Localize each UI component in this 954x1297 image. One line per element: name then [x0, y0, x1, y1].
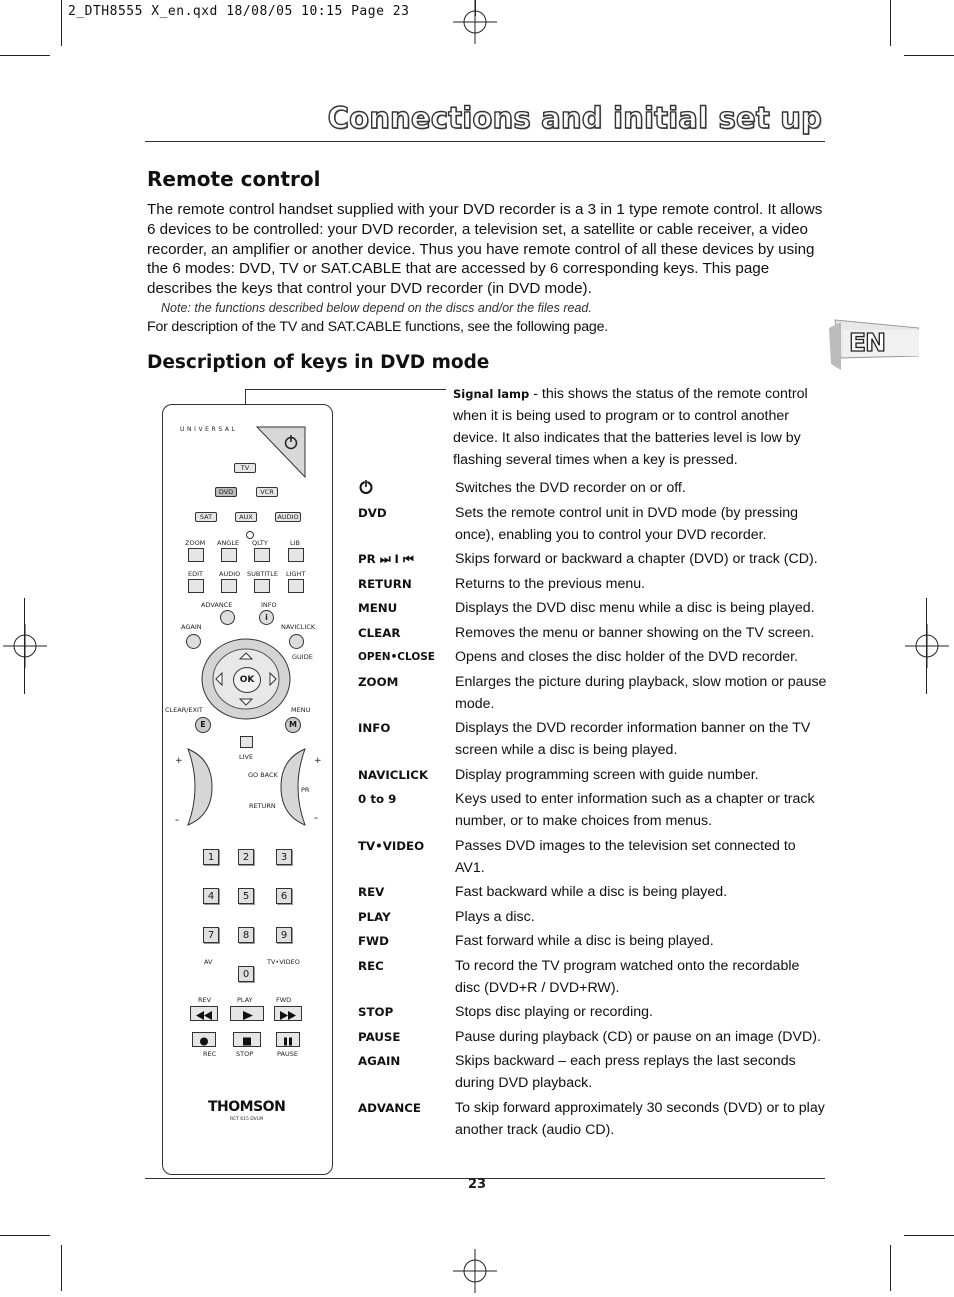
ok-button[interactable]: OK	[233, 667, 261, 693]
zoom-button[interactable]	[188, 548, 204, 562]
key-description: Enlarges the picture during playback, slow motion or pause mode.	[455, 673, 827, 712]
advance-label: ADVANCE	[201, 601, 233, 609]
naviclick-label: NAVICLICK	[281, 623, 316, 631]
edit-button[interactable]	[188, 579, 204, 593]
lib-button[interactable]	[288, 548, 304, 562]
digit-3-button[interactable]: 3	[276, 849, 292, 865]
key-name: PLAY	[358, 909, 391, 924]
key-name: TV•VIDEO	[358, 838, 425, 853]
dvd-button[interactable]: DVD	[215, 487, 237, 497]
menu-button[interactable]: M	[285, 717, 301, 733]
audio-button[interactable]	[221, 579, 237, 593]
signal-lamp-description	[453, 383, 825, 471]
keys-list	[358, 477, 828, 1143]
registration-mark-icon	[905, 624, 949, 668]
intro-paragraph: The remote control handset supplied with your DVD recorder is a 3 in 1 type remote control. It allows 6 devices to be controlled: your DVD recorder, a television set, a satellite or cable receiver, a video recorder, an amplifier or another device. Thus you have remote control of all these devices by using the 6 modes: DVD, TV or SAT.CABLE that are accessed by 6 corresponding keys. This page describes the keys that control your DVD recorder (in DVD mode).	[147, 201, 823, 298]
key-row	[358, 671, 828, 715]
key-name: DVD	[358, 505, 387, 520]
key-description: Fast forward while a disc is being played.	[455, 933, 714, 949]
note-text: Note: the functions described below depend on the discs and/or the files read.	[161, 301, 592, 315]
key-name: OPEN•CLOSE	[358, 651, 435, 663]
key-name: 0 to 9	[358, 792, 397, 806]
zoom-label: ZOOM	[185, 539, 206, 547]
pr-label: PR	[301, 786, 310, 794]
again-button[interactable]	[186, 634, 201, 649]
registration-mark-icon	[3, 624, 47, 668]
language-badge-label: EN	[849, 328, 886, 357]
registration-mark-icon	[453, 1249, 497, 1293]
pr-minus-label: -	[314, 811, 318, 824]
light-button[interactable]	[288, 579, 304, 593]
digit-4-button[interactable]: 4	[203, 888, 219, 904]
digit-0-button[interactable]: 0	[238, 966, 254, 982]
key-name: MENU	[358, 601, 398, 615]
key-name: ADVANCE	[358, 1100, 421, 1115]
key-name: REV	[358, 885, 385, 899]
pr-plus-label: +	[314, 756, 322, 766]
key-row	[358, 1097, 828, 1141]
rev-button[interactable]	[190, 1006, 218, 1021]
volume-minus-label: -	[175, 813, 179, 826]
live-button[interactable]	[240, 736, 253, 748]
guide-label: GUIDE	[292, 653, 313, 661]
key-row	[358, 835, 828, 879]
language-badge	[829, 318, 919, 372]
info-button[interactable]: i	[259, 610, 274, 625]
lib-label: LIB	[290, 539, 300, 547]
model-label: RCT 615 DVLM	[230, 1117, 264, 1122]
key-description: Stops disc playing or recording.	[455, 1004, 653, 1020]
clear-button[interactable]: E	[195, 717, 211, 733]
key-name: STOP	[358, 1005, 394, 1019]
key-description: Switches the DVD recorder on or off.	[455, 480, 686, 496]
key-row	[358, 906, 828, 928]
fwd-label: FWD	[276, 996, 292, 1004]
key-name: CLEAR	[358, 625, 401, 640]
again-label: AGAIN	[181, 623, 202, 631]
universal-label: UNIVERSAL	[180, 426, 238, 433]
signal-lamp-label: Signal lamp	[453, 387, 530, 401]
stop-label: STOP	[236, 1050, 254, 1058]
live-label: LIVE	[239, 753, 254, 761]
tv-video-label: TV•VIDEO	[267, 958, 300, 966]
qlty-button[interactable]	[254, 548, 270, 562]
angle-label: ANGLE	[217, 539, 240, 547]
edit-label: EDIT	[188, 570, 203, 578]
av-label: AV	[204, 958, 213, 966]
angle-button[interactable]	[221, 548, 237, 562]
audio-mode-button[interactable]: AUDIO	[275, 512, 301, 522]
rev-label: REV	[198, 996, 212, 1004]
remote-control-illustration	[162, 404, 333, 1175]
audio-label: AUDIO	[219, 570, 241, 578]
key-row	[358, 881, 828, 903]
title-rule	[145, 141, 825, 142]
tv-button[interactable]: TV	[234, 463, 256, 473]
key-description: Sets the remote control unit in DVD mode (by pressing once), enabling you to control your DVD recorder.	[455, 504, 799, 543]
key-name: INFO	[358, 721, 391, 735]
sat-button[interactable]: SAT	[195, 512, 217, 522]
key-description: To skip forward approximately 30 seconds (DVD) or to play another track (audio CD).	[455, 1099, 825, 1138]
pointer-line	[245, 389, 446, 390]
key-description: Fast backward while a disc is being played.	[455, 884, 728, 900]
key-row	[358, 622, 828, 644]
key-row	[358, 1050, 828, 1094]
key-row-power	[358, 477, 828, 499]
file-slug: 2_DTH8555 X_en.qxd 18/08/05 10:15 Page 23	[68, 4, 410, 19]
return-label: RETURN	[249, 802, 276, 810]
signal-lamp	[246, 531, 254, 539]
volume-plus-label: +	[175, 756, 183, 766]
page-title: Connections and initial set up	[327, 101, 822, 135]
key-row	[358, 646, 828, 668]
key-row	[358, 930, 828, 952]
advance-button[interactable]	[218, 608, 237, 627]
key-description: Removes the menu or banner showing on the TV screen.	[455, 624, 815, 641]
signal-lamp-text: - this shows the status of the remote control when it is being used to program or to control another device. It also indicates that the batteries level is low by flashing several times when a key is pressed.	[453, 386, 808, 468]
digit-2-button[interactable]: 2	[238, 849, 254, 865]
rec-button[interactable]	[192, 1032, 216, 1047]
key-description: Keys used to enter information such as a chapter or track number, or to make choices from menus.	[455, 791, 815, 829]
qlty-label: QLTY	[252, 539, 268, 547]
digit-5-button[interactable]: 5	[238, 888, 254, 904]
key-description: To record the TV program watched onto the recordable disc (DVD+R / DVD+RW).	[455, 957, 800, 996]
rec-label: REC	[203, 1050, 217, 1058]
key-description: Displays the DVD disc menu while a disc is being played.	[455, 600, 815, 616]
clear-exit-label: CLEAR/EXIT	[165, 706, 203, 714]
key-name: PAUSE	[358, 1029, 401, 1044]
key-description: Pause during playback (CD) or pause on an image (DVD).	[455, 1028, 821, 1045]
go-back-label: GO BACK	[248, 771, 278, 779]
see-also-text: For description of the TV and SAT.CABLE functions, see the following page.	[147, 319, 609, 335]
digit-7-button[interactable]: 7	[203, 927, 219, 943]
key-name: NAVICLICK	[358, 767, 429, 782]
key-description: Skips forward or backward a chapter (DVD) or track (CD).	[455, 551, 818, 567]
pause-label: PAUSE	[277, 1050, 298, 1058]
light-label: LIGHT	[286, 570, 306, 578]
key-row	[358, 955, 828, 999]
info-label: INFO	[261, 601, 277, 609]
key-description: Opens and closes the disc holder of the DVD recorder.	[455, 649, 799, 665]
menu-label: MENU	[291, 706, 311, 714]
subtitle-button[interactable]	[254, 579, 270, 593]
keys-section-heading: Description of keys in DVD mode	[147, 352, 490, 373]
digit-9-button[interactable]: 9	[276, 927, 292, 943]
key-name: AGAIN	[358, 1054, 401, 1068]
aux-button[interactable]: AUX	[235, 512, 257, 522]
key-description: Displays the DVD recorder information banner on the TV screen while a disc is being played.	[455, 720, 811, 758]
digit-8-button[interactable]: 8	[238, 927, 254, 943]
key-description: Skips backward – each press replays the last seconds during DVD playback.	[455, 1053, 796, 1091]
key-description: Plays a disc.	[455, 908, 535, 925]
subtitle-label: SUBTITLE	[247, 570, 278, 578]
key-name: ZOOM	[358, 674, 399, 689]
fwd-button[interactable]	[274, 1006, 302, 1021]
volume-rocker[interactable]	[184, 747, 214, 827]
digit-1-button[interactable]: 1	[203, 849, 219, 865]
key-row	[358, 1026, 828, 1048]
play-label: PLAY	[237, 996, 253, 1004]
power-icon	[358, 479, 374, 495]
key-row	[358, 502, 828, 546]
key-description: Returns to the previous menu.	[455, 575, 646, 592]
key-row	[358, 597, 828, 619]
key-description: Passes DVD images to the television set connected to AV1.	[455, 837, 796, 876]
key-name: FWD	[358, 934, 389, 948]
stop-button[interactable]	[233, 1032, 261, 1047]
key-row	[358, 717, 828, 761]
key-name: RETURN	[358, 576, 412, 591]
key-row	[358, 573, 828, 595]
key-row	[358, 548, 828, 570]
section-heading: Remote control	[147, 167, 321, 191]
key-row	[358, 764, 828, 786]
key-description: Display programming screen with guide number.	[455, 766, 759, 783]
digit-6-button[interactable]: 6	[276, 888, 292, 904]
brand-logo: THOMSON	[208, 1099, 286, 1115]
pause-button[interactable]	[276, 1032, 300, 1047]
power-button[interactable]	[255, 425, 307, 479]
vcr-button[interactable]: VCR	[256, 487, 278, 497]
key-name: PR ⏭ I ⏮	[358, 552, 414, 566]
key-name: REC	[358, 958, 384, 973]
page-number: 23	[467, 1177, 487, 1192]
key-row	[358, 788, 828, 832]
key-row	[358, 1001, 828, 1023]
play-button[interactable]	[230, 1006, 264, 1021]
